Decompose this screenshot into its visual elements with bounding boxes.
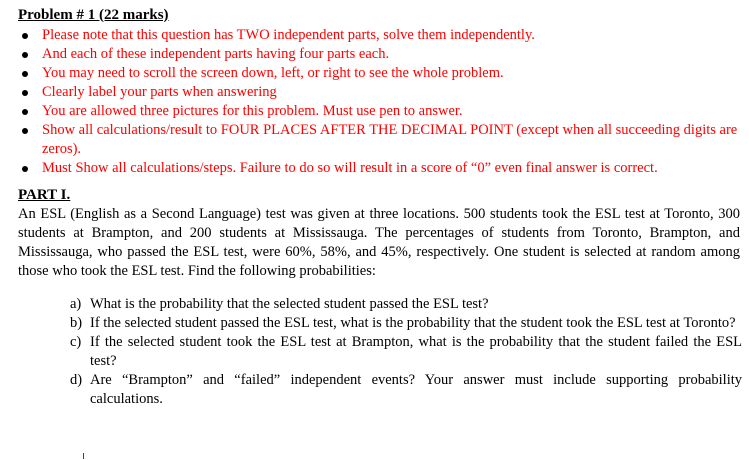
instruction-text: You are allowed three pictures for this problem. Must use pen to answer. [42, 103, 463, 119]
instruction-item [18, 121, 742, 159]
instruction-item [18, 102, 742, 121]
instruction-item [18, 159, 742, 178]
bullet-icon [22, 90, 28, 96]
question-label: c) [70, 334, 82, 350]
bullet-icon [22, 52, 28, 58]
question-item [70, 333, 742, 371]
bullet-icon [22, 33, 28, 39]
question-item [70, 371, 742, 409]
instruction-item [18, 64, 742, 83]
instructions-list [18, 26, 742, 178]
text-cursor [83, 453, 84, 459]
question-list [18, 295, 742, 409]
bullet-icon [22, 166, 28, 172]
instruction-item [18, 83, 742, 102]
problem-title: Problem # 1 (22 marks) [18, 7, 169, 23]
question-label: a) [70, 296, 82, 312]
question-item [70, 314, 742, 333]
instruction-text: Must Show all calculations/steps. Failure to do so will result in a score of “0” even final answer is correct. [42, 160, 658, 176]
question-label: b) [70, 315, 83, 331]
instruction-text: Show all calculations/result to FOUR PLACES AFTER THE DECIMAL POINT (except when all succeeding digits are zeros). [42, 122, 738, 157]
instruction-item [18, 45, 742, 64]
part-title: PART I. [18, 187, 71, 203]
bullet-icon [22, 128, 28, 134]
bullet-icon [22, 71, 28, 77]
question-text: What is the probability that the selected student passed the ESL test? [90, 296, 489, 312]
problem-document [18, 6, 742, 409]
question-text: If the selected student took the ESL test at Brampton, what is the probability that the student failed the ESL test? [90, 334, 742, 369]
instruction-text: Please note that this question has TWO independent parts, solve them independently. [42, 27, 535, 43]
instruction-text: Clearly label your parts when answering [42, 84, 277, 100]
problem-paragraph: An ESL (English as a Second Language) test was given at three locations. 500 students took the ESL test at Toronto, 300 students at Brampton, and 200 students at Mississauga. The percentages of students from Toronto, Brampton, and Mississauga, who passed the ESL test, were 60%, 58%, and 45%, respectively. One student is selected at random among those who took the ESL test. Find the following probabilities: [18, 206, 740, 279]
instruction-text: You may need to scroll the screen down, left, or right to see the whole problem. [42, 65, 504, 81]
question-label: d) [70, 372, 83, 388]
bullet-icon [22, 109, 28, 115]
question-text: Are “Brampton” and “failed” independent events? Your answer must include supporting probability calculations. [90, 372, 742, 407]
question-text: If the selected student passed the ESL test, what is the probability that the student took the ESL test at Toronto? [90, 315, 736, 331]
question-item [70, 295, 742, 314]
instruction-item [18, 26, 742, 45]
instruction-text: And each of these independent parts having four parts each. [42, 46, 390, 62]
